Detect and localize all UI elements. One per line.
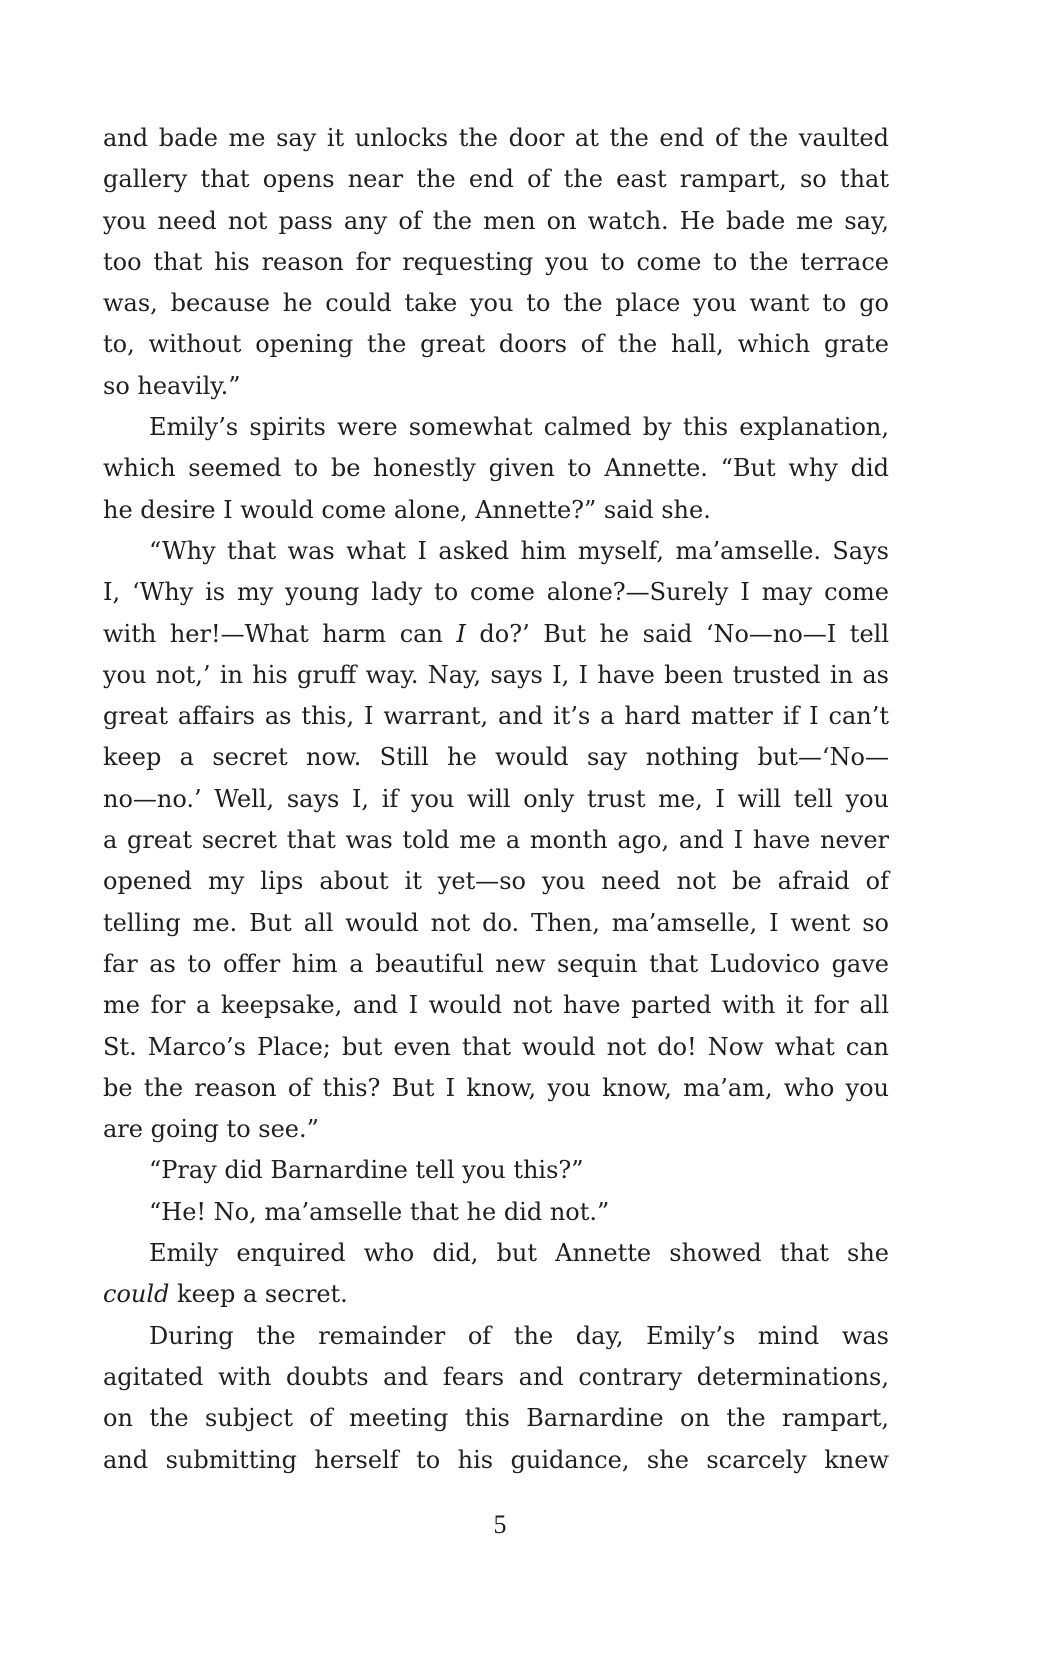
page-number: 5 (493, 1510, 507, 1539)
text-segment: be the reason of this? But I know, you know, ma’am, who you (103, 1073, 889, 1102)
text-line (103, 1398, 889, 1439)
text-segment: “Pray did Barnardine tell you this?” (149, 1156, 584, 1185)
text-line (103, 1192, 889, 1233)
text-segment: gallery that opens near the end of the east rampart, so that (103, 165, 889, 194)
text-line (103, 1440, 889, 1481)
text-segment: agitated with doubts and fears and contrary determinations, (103, 1362, 889, 1391)
text-line (103, 1316, 889, 1357)
text-segment: are going to see.” (103, 1115, 319, 1144)
text-segment: me for a keepsake, and I would not have parted with it for all (103, 991, 889, 1020)
text-segment: a great secret that was told me a month ago, and I have never (103, 826, 889, 855)
text-segment: Emily enquired who did, but Annette showed that she (149, 1239, 889, 1268)
text-segment: too that his reason for requesting you to come to the terrace (103, 247, 889, 276)
text-segment: and bade me say it unlocks the door at the end of the vaulted (103, 124, 889, 152)
text-line (103, 1274, 889, 1315)
text-segment: which seemed to be honestly given to Annette. “But why did (103, 454, 889, 483)
text-line (103, 614, 889, 655)
text-line (103, 820, 889, 861)
text-line (103, 324, 889, 365)
text-line (103, 242, 889, 283)
text-line (103, 1109, 889, 1150)
text-line (103, 985, 889, 1026)
text-segment: far as to offer him a beautiful new sequin that Ludovico gave (103, 949, 889, 978)
text-segment: do?’ But he said ‘No—no—I tell (465, 619, 889, 648)
text-segment: to, without opening the great doors of the hall, which grate (103, 330, 889, 359)
text-line (103, 903, 889, 944)
body-text (103, 118, 889, 1481)
text-line (103, 1027, 889, 1068)
text-line (103, 1150, 889, 1191)
text-segment: telling me. But all would not do. Then, ma’amselle, I went so (103, 908, 889, 937)
text-line (103, 490, 889, 531)
text-line (103, 283, 889, 324)
text-segment: “Why that was what I asked him myself, ma’amselle. Says (149, 536, 889, 565)
text-line (103, 1068, 889, 1109)
text-segment: on the subject of meeting this Barnardine on the rampart, (103, 1404, 889, 1433)
italic-text-segment: I (456, 619, 466, 648)
text-segment: “He! No, ma’amselle that he did not.” (149, 1197, 610, 1226)
text-line (103, 737, 889, 778)
text-segment: and submitting herself to his guidance, she scarcely knew (103, 1445, 889, 1474)
text-segment: was, because he could take you to the place you want to go (103, 289, 889, 318)
text-segment: with her!—What harm can (103, 619, 457, 648)
text-line (103, 201, 889, 242)
text-line (103, 366, 889, 407)
text-line (103, 407, 889, 448)
text-line (103, 531, 889, 572)
text-segment: During the remainder of the day, Emily’s mind was (149, 1321, 889, 1350)
text-line (103, 159, 889, 200)
text-line (103, 779, 889, 820)
text-segment: St. Marco’s Place; but even that would not do! Now what can (103, 1032, 889, 1061)
text-line (103, 118, 889, 159)
text-segment: keep a secret. (169, 1280, 348, 1309)
text-segment: you not,’ in his gruff way. Nay, says I, I have been trusted in as (103, 660, 889, 689)
text-line (103, 861, 889, 902)
text-line (103, 696, 889, 737)
text-segment: great affairs as this, I warrant, and it’s a hard matter if I can’t (103, 702, 889, 731)
text-segment: he desire I would come alone, Annette?” said she. (103, 495, 711, 524)
text-segment: so heavily.” (103, 371, 241, 400)
text-line (103, 572, 889, 613)
text-line (103, 655, 889, 696)
text-line (103, 1357, 889, 1398)
text-segment: you need not pass any of the men on watch. He bade me say, (103, 206, 889, 235)
text-line (103, 1233, 889, 1274)
text-segment: no—no.’ Well, says I, if you will only trust me, I will tell you (103, 784, 889, 813)
italic-text-segment: could (103, 1280, 170, 1309)
text-line (103, 944, 889, 985)
text-segment: keep a secret now. Still he would say nothing but—‘No— (103, 743, 889, 772)
text-segment: Emily’s spirits were somewhat calmed by this explanation, (149, 413, 889, 442)
text-line (103, 448, 889, 489)
text-segment: I, ‘Why is my young lady to come alone?—Surely I may come (103, 578, 889, 607)
text-segment: opened my lips about it yet—so you need not be afraid of (103, 867, 889, 896)
